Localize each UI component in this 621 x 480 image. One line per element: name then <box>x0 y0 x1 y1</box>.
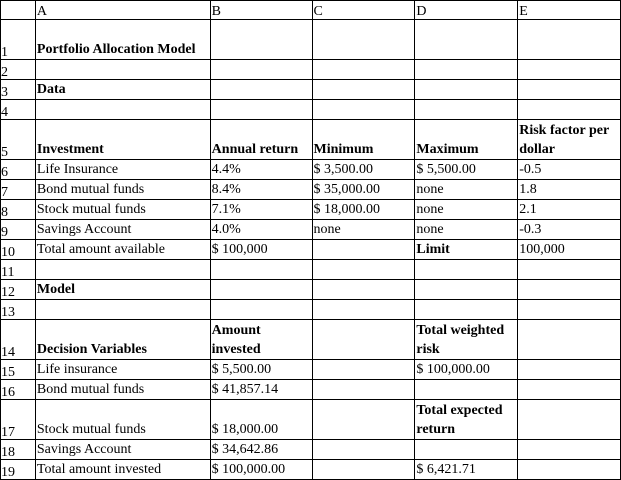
row-header-1[interactable]: 1 <box>1 20 36 60</box>
row-header-13[interactable]: 13 <box>1 300 36 320</box>
sheet-row-18 <box>1 440 621 460</box>
cell-c4[interactable] <box>312 100 415 120</box>
row-header-2[interactable]: 2 <box>1 60 36 80</box>
column-header-b[interactable]: B <box>210 1 312 20</box>
cell-a7[interactable]: Bond mutual funds <box>35 180 210 200</box>
cell-c17[interactable] <box>312 400 415 440</box>
cell-b10[interactable]: $ 100,000 <box>210 240 312 260</box>
cell-e10[interactable]: 100,000 <box>518 240 621 260</box>
cell-a8[interactable]: Stock mutual funds <box>35 200 210 220</box>
row-header-10[interactable]: 10 <box>1 240 36 260</box>
cell-b12[interactable] <box>210 280 312 300</box>
row-header-15[interactable]: 15 <box>1 360 36 380</box>
cell-b3[interactable] <box>210 80 312 100</box>
cell-a13[interactable] <box>35 300 210 320</box>
cell-d14[interactable]: Total weighted risk <box>415 320 518 360</box>
sheet-row-16 <box>1 380 621 400</box>
cell-e2[interactable] <box>518 60 621 80</box>
cell-a2[interactable] <box>35 60 210 80</box>
sheet-row-13 <box>1 300 621 320</box>
cell-b18[interactable]: $ 34,642.86 <box>210 440 312 460</box>
cell-b9[interactable]: 4.0% <box>210 220 312 240</box>
cell-d4[interactable] <box>415 100 518 120</box>
cell-c14[interactable] <box>312 320 415 360</box>
cell-a16[interactable]: Bond mutual funds <box>35 380 210 400</box>
cell-d16[interactable] <box>415 380 518 400</box>
cell-e7[interactable]: 1.8 <box>518 180 621 200</box>
cell-c8[interactable]: $ 18,000.00 <box>312 200 415 220</box>
cell-b17[interactable]: $ 18,000.00 <box>210 400 312 440</box>
cell-b13[interactable] <box>210 300 312 320</box>
cell-a1[interactable]: Portfolio Allocation Model <box>35 20 210 60</box>
cell-a4[interactable] <box>35 100 210 120</box>
sheet-row-4 <box>1 100 621 120</box>
cell-d18[interactable] <box>415 440 518 460</box>
cell-c2[interactable] <box>312 60 415 80</box>
cell-d9[interactable]: none <box>415 220 518 240</box>
cell-e3[interactable] <box>518 80 621 100</box>
cell-a5[interactable]: Investment <box>35 120 210 160</box>
cell-d17[interactable]: Total expected return <box>415 400 518 440</box>
sheet-row-15 <box>1 360 621 380</box>
cell-d3[interactable] <box>415 80 518 100</box>
cell-a17[interactable]: Stock mutual funds <box>35 400 210 440</box>
sheet-row-8 <box>1 200 621 220</box>
sheet-row-7 <box>1 180 621 200</box>
cell-b6[interactable]: 4.4% <box>210 160 312 180</box>
cell-e1[interactable] <box>518 20 621 60</box>
cell-a10[interactable]: Total amount available <box>35 240 210 260</box>
cell-c9[interactable]: none <box>312 220 415 240</box>
row-header-3[interactable]: 3 <box>1 80 36 100</box>
cell-e14[interactable] <box>518 320 621 360</box>
sheet-row-10 <box>1 240 621 260</box>
row-header-12[interactable]: 12 <box>1 280 36 300</box>
cell-e19[interactable] <box>518 460 621 480</box>
cell-e18[interactable] <box>518 440 621 460</box>
cell-b14[interactable]: Amount invested <box>210 320 312 360</box>
cell-c5[interactable]: Minimum <box>312 120 415 160</box>
cell-c11[interactable] <box>312 260 415 280</box>
cell-a15[interactable]: Life insurance <box>35 360 210 380</box>
cell-c6[interactable]: $ 3,500.00 <box>312 160 415 180</box>
corner-header[interactable] <box>1 1 36 20</box>
sheet-row-1 <box>1 20 621 60</box>
cell-c10[interactable] <box>312 240 415 260</box>
sheet-row-19 <box>1 460 621 480</box>
cell-d13[interactable] <box>415 300 518 320</box>
sheet-row-9 <box>1 220 621 240</box>
cell-a11[interactable] <box>35 260 210 280</box>
cell-c13[interactable] <box>312 300 415 320</box>
sheet-row-2 <box>1 60 621 80</box>
cell-d1[interactable] <box>415 20 518 60</box>
cell-d15[interactable]: $ 100,000.00 <box>415 360 518 380</box>
row-header-4[interactable]: 4 <box>1 100 36 120</box>
cell-e11[interactable] <box>518 260 621 280</box>
cell-d2[interactable] <box>415 60 518 80</box>
column-header-row <box>1 1 621 20</box>
sheet-body <box>1 20 621 480</box>
cell-d8[interactable]: none <box>415 200 518 220</box>
row-header-18[interactable]: 18 <box>1 440 36 460</box>
sheet-row-6 <box>1 160 621 180</box>
cell-b2[interactable] <box>210 60 312 80</box>
column-header-d[interactable]: D <box>415 1 518 20</box>
cell-e17[interactable] <box>518 400 621 440</box>
row-header-14[interactable]: 14 <box>1 320 36 360</box>
row-header-7[interactable]: 7 <box>1 180 36 200</box>
cell-c15[interactable] <box>312 360 415 380</box>
sheet-row-12 <box>1 280 621 300</box>
row-header-8[interactable]: 8 <box>1 200 36 220</box>
column-header-c[interactable]: C <box>312 1 415 20</box>
sheet-row-14 <box>1 320 621 360</box>
row-header-19[interactable]: 19 <box>1 460 36 480</box>
cell-d19[interactable]: $ 6,421.71 <box>415 460 518 480</box>
row-header-16[interactable]: 16 <box>1 380 36 400</box>
row-header-5[interactable]: 5 <box>1 120 36 160</box>
cell-e5[interactable]: Risk factor per dollar <box>518 120 621 160</box>
sheet-row-3 <box>1 80 621 100</box>
cell-e4[interactable] <box>518 100 621 120</box>
cell-d10[interactable]: Limit <box>415 240 518 260</box>
cell-a19[interactable]: Total amount invested <box>35 460 210 480</box>
sheet-row-5 <box>1 120 621 160</box>
cell-c3[interactable] <box>312 80 415 100</box>
cell-c7[interactable]: $ 35,000.00 <box>312 180 415 200</box>
column-header-e[interactable]: E <box>518 1 621 20</box>
row-header-11[interactable]: 11 <box>1 260 36 280</box>
cell-b8[interactable]: 7.1% <box>210 200 312 220</box>
sheet-row-17 <box>1 400 621 440</box>
cell-e8[interactable]: 2.1 <box>518 200 621 220</box>
cell-c12[interactable] <box>312 280 415 300</box>
cell-b15[interactable]: $ 5,500.00 <box>210 360 312 380</box>
row-header-17[interactable]: 17 <box>1 400 36 440</box>
cell-e16[interactable] <box>518 380 621 400</box>
cell-d6[interactable]: $ 5,500.00 <box>415 160 518 180</box>
cell-c18[interactable] <box>312 440 415 460</box>
cell-b1[interactable] <box>210 20 312 60</box>
cell-a12[interactable]: Model <box>35 280 210 300</box>
row-header-9[interactable]: 9 <box>1 220 36 240</box>
cell-b19[interactable]: $ 100,000.00 <box>210 460 312 480</box>
cell-c19[interactable] <box>312 460 415 480</box>
cell-e6[interactable]: -0.5 <box>518 160 621 180</box>
row-header-6[interactable]: 6 <box>1 160 36 180</box>
cell-b4[interactable] <box>210 100 312 120</box>
cell-a14[interactable]: Decision Variables <box>35 320 210 360</box>
cell-e9[interactable]: -0.3 <box>518 220 621 240</box>
cell-d5[interactable]: Maximum <box>415 120 518 160</box>
cell-a9[interactable]: Savings Account <box>35 220 210 240</box>
cell-b7[interactable]: 8.4% <box>210 180 312 200</box>
cell-a3[interactable]: Data <box>35 80 210 100</box>
column-header-a[interactable]: A <box>35 1 210 20</box>
cell-b5[interactable]: Annual return <box>210 120 312 160</box>
sheet-row-11 <box>1 260 621 280</box>
cell-c1[interactable] <box>312 20 415 60</box>
cell-b11[interactable] <box>210 260 312 280</box>
cell-a18[interactable]: Savings Account <box>35 440 210 460</box>
cell-c16[interactable] <box>312 380 415 400</box>
cell-b16[interactable]: $ 41,857.14 <box>210 380 312 400</box>
cell-d12[interactable] <box>415 280 518 300</box>
cell-a6[interactable]: Life Insurance <box>35 160 210 180</box>
cell-d11[interactable] <box>415 260 518 280</box>
cell-e13[interactable] <box>518 300 621 320</box>
cell-e15[interactable] <box>518 360 621 380</box>
cell-d7[interactable]: none <box>415 180 518 200</box>
cell-e12[interactable] <box>518 280 621 300</box>
